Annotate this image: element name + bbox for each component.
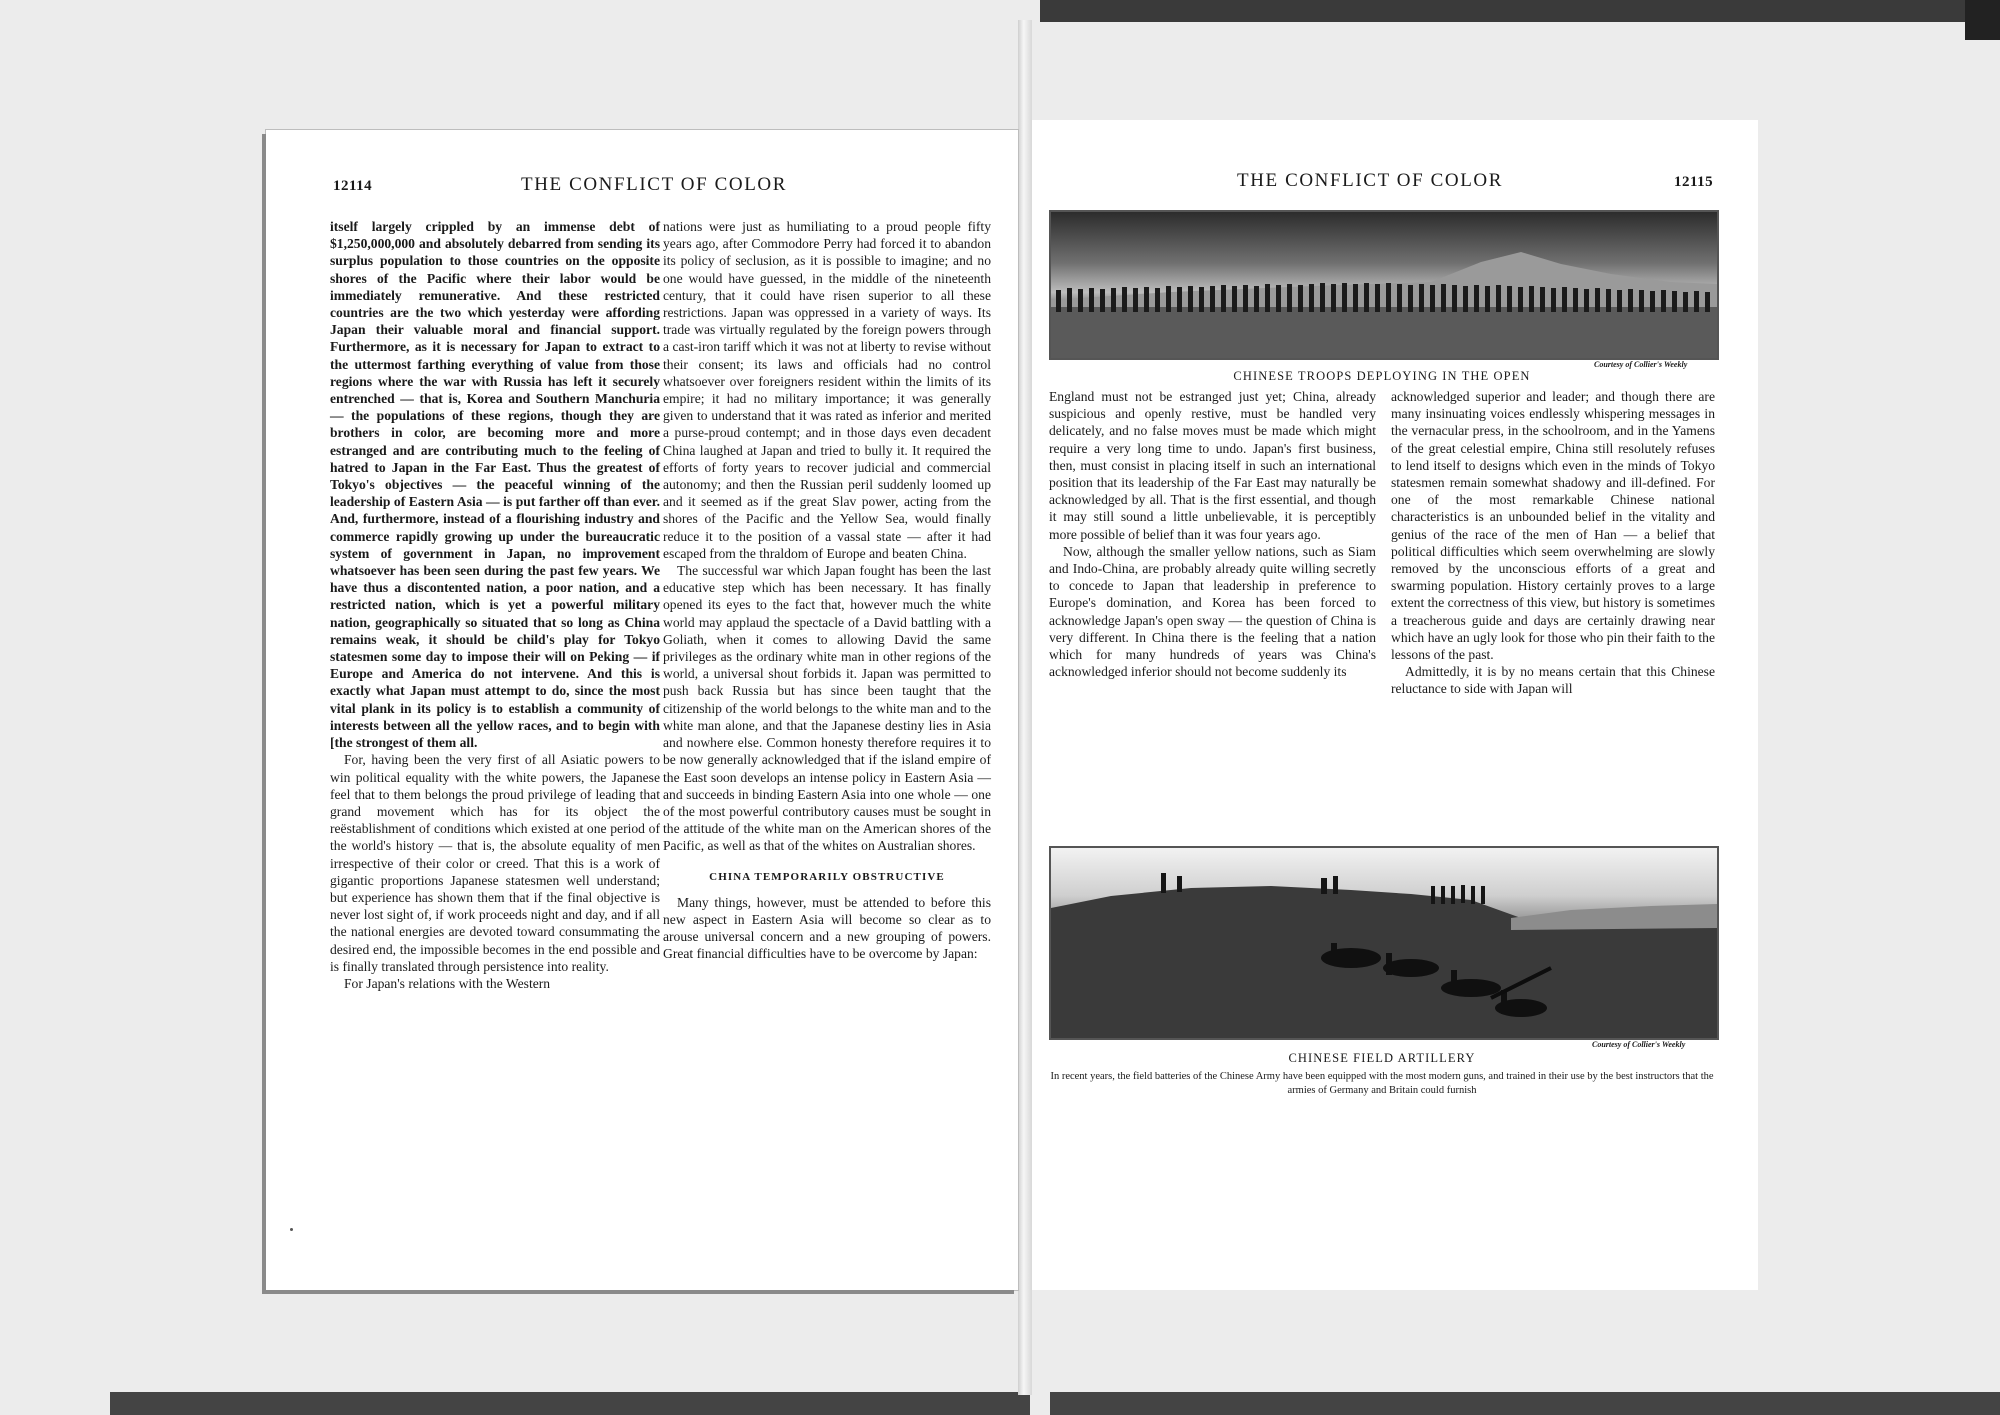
- photo-artillery: [1049, 846, 1719, 1040]
- book-gutter: [1018, 20, 1032, 1395]
- artillery-photo-image: [1051, 848, 1717, 1038]
- paragraph: The successful war which Japan fought has been the last educative step which has been necessary. It has finally opened its eyes to the fact that, however much the white world may applaud the spectacle of a David battling with a Goliath, when it comes to allowing David the same privileges as the ordinary white man in other regions of the world, a universal shout forbids it. Japan was permitted to push back Russia but has since been taught that the citizenship of the world belongs to the white man and to the white man alone, and that the Japanese destiny lies in Asia and nowhere else. Common honesty therefore requires it to be now generally acknowledged that if the island empire of the East soon develops an intense policy in Eastern Asia — and succeeds in binding Eastern Asia into one whole — one of the most powerful contributory causes must be sought in the attitude of the white man on the American shores of the Pacific, as well as that of the whites on Australian shores.: [663, 563, 991, 854]
- paragraph: acknowledged superior and leader; and though there are many insinuating voices endlessly whispering messages in the vernacular press, in the schoolroom, and in the Yamens of the great celestial empire, China still resolutely refuses to lend itself to designs which even in the minds of Tokyo statesmen remain somewhat shadowy and ill-defined. For one of the most remarkable Chinese national characteristics is an unbounded belief in the vitality and genius of the race of the men of Han — a belief that political difficulties which seem overwhelming are slowly removed by the unconscious efforts of a great and swarming population. History certainly proves to a large extent the correctness of this view, but history is sometimes a treacherous guide and days are certainly drawing near which have an ugly look for those who pin their faith to the lessons of the past.: [1391, 389, 1715, 663]
- paragraph: For Japan's relations with the Western: [344, 975, 551, 991]
- page-number: 12115: [1674, 174, 1714, 190]
- scan-edge-top: [1040, 0, 2000, 22]
- scan-edge-bottom-right: [1050, 1392, 2000, 1415]
- paragraph: England must not be estranged just yet; China, already suspicious and openly restive, must be handled very delicately, and no false moves must be made which might require a very long time to undo. Japan's first business, then, must consist in placing itself in such an international position that its leadership of the Far East may naturally be acknowledged by all. That is the first essential, and though it may still sound a little unbelievable, it is perceptibly more possible of belief than it was four years ago.: [1049, 389, 1376, 542]
- photo-caption: CHINESE FIELD ARTILLERY: [1288, 1051, 1476, 1065]
- section-subhead: CHINA TEMPORARILY OBSTRUCTIVE: [709, 870, 945, 883]
- paragraph: nations were just as humiliating to a proud people fifty years ago, after Commodore Perry had forced it to abandon its policy of seclusion, as it is possible to imagine; and no one would have guessed, in the middle of the nineteenth century, that it could have risen superior to all these restrictions. Japan was oppressed in a variety of ways. Its trade was virtually regulated by the foreign powers through a cast-iron tariff which it was not at liberty to revise without their consent; its laws and officials had no control whatsoever over foreigners resident within the limits of its empire; it had no military importance; it was generally given to understand that it was rated as inferior and merited a purse-proud contempt; and in those days even decadent China laughed at Japan and tried to bully it. It required the efforts of forty years to recover judicial and commercial autonomy; and then the Russian peril suddenly loomed up and it seemed as if the great Slav power, acting from the shores of the Pacific and the Yellow Sea, would finally reduce it to the position of a vassal state — after it had escaped from the thraldom of Europe and beaten China.: [663, 219, 991, 561]
- paragraph: Many things, however, must be attended to before this new aspect in Eastern Asia will become so clear as to arouse universal concern and a new grouping of powers. Great financial difficulties have to be overcome by Japan:: [663, 894, 991, 962]
- left-page: [266, 130, 1018, 1290]
- scan-speck: [290, 1228, 293, 1231]
- right-column-1: [1049, 388, 1376, 680]
- paragraph: Now, although the smaller yellow nations, such as Siam and Indo-China, are probably already quite willing secretly to concede to Japan that leadership in preference to Europe's domination, and Korea has been forced to acknowledge Japan's open sway — the question of China is very different. In China there is the feeling that a nation which for many hundreds of years was China's acknowledged inferior should not become suddenly its: [1049, 543, 1376, 680]
- left-column-2: [663, 218, 991, 963]
- right-page: [1032, 120, 1758, 1290]
- running-head: THE CONFLICT OF COLOR: [521, 174, 788, 195]
- paragraph: Admittedly, it is by no means certain that this Chinese reluctance to side with Japan will: [1391, 664, 1715, 697]
- left-column-1: [330, 218, 660, 992]
- photo-credit: Courtesy of Collier's Weekly: [1592, 1040, 1686, 1049]
- photo-subcaption: In recent years, the field batteries of the Chinese Army have been equipped with the most modern guns, and trained in their use by the best instructors that the armies of Germany and Britain could furnish: [1050, 1071, 1714, 1096]
- running-head: THE CONFLICT OF COLOR: [1237, 170, 1504, 191]
- troops-photo-image: [1051, 212, 1717, 358]
- paragraph: itself largely crippled by an immense debt of $1,250,000,000 and absolutely debarred from sending its surplus population to those countries on the opposite shores of the Pacific where their labor would be immediately remunerative. And these restricted countries are the two which yesterday were affording Japan their valuable moral and financial support. Furthermore, as it is necessary for Japan to extract to the uttermost farthing everything of value from those regions where the war with Russia has left it securely entrenched — that is, Korea and Southern Manchuria — the populations of these regions, though they are brothers in color, are becoming more and more estranged and are contributing much to the feeling of hatred to Japan in the Far East. Thus the greatest of Tokyo's objectives — the peaceful winning of the leadership of Eastern Asia — is put farther off than ever. And, furthermore, instead of a flourishing industry and commerce rapidly growing up under the bureaucratic system of government in Japan, no improvement whatsoever has been seen during the past few years. We have thus a discontented nation, a poor nation, and a restricted nation, which is yet a powerful military nation, geographically so situated that so long as China remains weak, it should be child's play for Tokyo statesmen some day to impose their will on Peking — if Europe and America do not intervene. And this is exactly what Japan must attempt to do, since the most vital plank in its policy is to establish a community of interests between all the yellow races, and to begin with [the strongest of them all.: [330, 219, 660, 751]
- photo-credit: Courtesy of Collier's Weekly: [1594, 360, 1688, 369]
- right-column-2: [1391, 388, 1715, 698]
- page-number: 12114: [333, 178, 373, 194]
- photo-troops: [1049, 210, 1719, 360]
- scan-edge-corner: [1965, 0, 2000, 40]
- paragraph: For, having been the very first of all Asiatic powers to win political equality with the white powers, the Japanese feel that to them belongs the proud privilege of leading that grand movement which has for its object the reëstablishment of conditions which existed at one period of the world's history — that is, the absolute equality of men irrespective of their color or creed. That this is a work of gigantic proportions Japanese statesmen well understand; but experience has shown them that if the final objective is never lost sight of, if work proceeds night and day, and if all the national energies are devoted toward consummating the desired end, the impossible becomes in the end possible and is finally translated through persistence into reality.: [330, 752, 660, 974]
- scan-edge-bottom-left: [110, 1392, 1030, 1415]
- photo-caption: CHINESE TROOPS DEPLOYING IN THE OPEN: [1233, 369, 1531, 383]
